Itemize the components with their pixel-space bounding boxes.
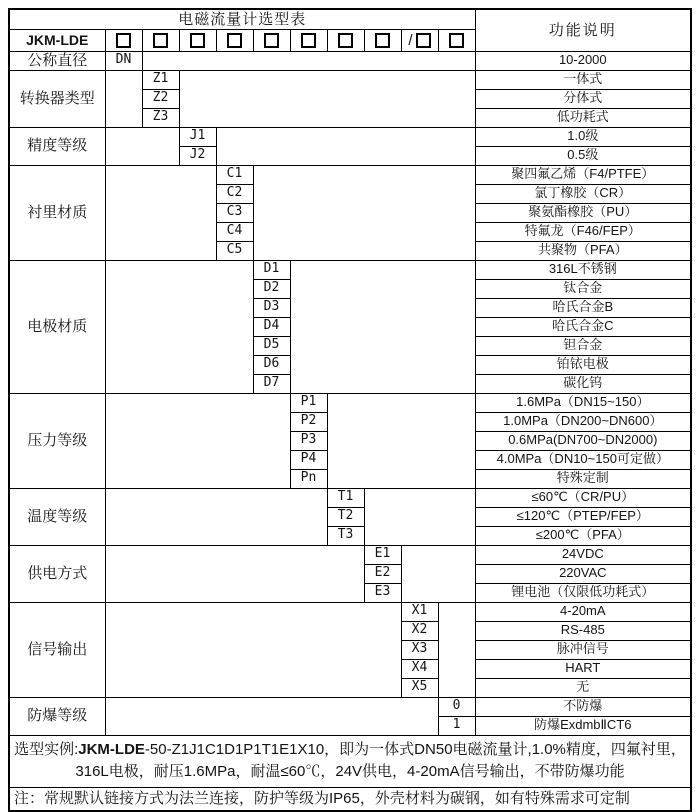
selection-example <box>9 735 691 787</box>
function-description-header: 功能说明 <box>475 9 691 51</box>
desc-cell: 1.0级 <box>475 127 691 146</box>
code-cell: D7 <box>253 374 290 393</box>
empty-cell <box>105 393 290 488</box>
code-cell: C5 <box>216 241 253 260</box>
row-label-power-supply: 供电方式 <box>9 545 105 602</box>
selection-table <box>8 8 692 812</box>
desc-cell: 4.0MPa（DN10~150可定做） <box>475 450 691 469</box>
desc-cell: RS-485 <box>475 621 691 640</box>
desc-cell: 分体式 <box>475 89 691 108</box>
empty-cell <box>290 260 475 393</box>
row-label-lining-material: 衬里材质 <box>9 165 105 260</box>
desc-cell: 碳化钨 <box>475 374 691 393</box>
code-cell: J1 <box>179 127 216 146</box>
empty-cell <box>327 393 475 488</box>
empty-cell <box>105 127 179 165</box>
code-cell: T3 <box>327 526 364 545</box>
empty-cell <box>105 260 253 393</box>
desc-cell: 1.0MPa（DN200~DN600） <box>475 412 691 431</box>
code-cell: P3 <box>290 431 327 450</box>
code-cell: X3 <box>401 640 438 659</box>
desc-cell: 氯丁橡胶（CR） <box>475 184 691 203</box>
desc-cell: ≤120℃（PTEP/FEP） <box>475 507 691 526</box>
code-cell: D4 <box>253 317 290 336</box>
desc-cell: 220VAC <box>475 564 691 583</box>
code-cell: D3 <box>253 298 290 317</box>
example-model-code: JKM-LDE <box>78 740 145 758</box>
code-cell: 0 <box>438 697 475 716</box>
code-cell: E3 <box>364 583 401 602</box>
code-cell: D5 <box>253 336 290 355</box>
code-cell: D1 <box>253 260 290 279</box>
checkbox-cell <box>142 29 179 51</box>
code-cell: T1 <box>327 488 364 507</box>
empty-cell <box>105 165 216 260</box>
code-cell: Pn <box>290 469 327 488</box>
desc-cell: 10-2000 <box>475 51 691 70</box>
code-cell: E2 <box>364 564 401 583</box>
code-cell: X2 <box>401 621 438 640</box>
desc-cell: 316L不锈钢 <box>475 260 691 279</box>
desc-cell: 0.6MPa(DN700~DN2000) <box>475 431 691 450</box>
desc-cell: 脉冲信号 <box>475 640 691 659</box>
footnote: 注：常规默认链接方式为法兰连接，防护等级为IP65，外壳材料为碳钢，如有特殊需求可定制 <box>9 787 691 811</box>
desc-cell: 不防爆 <box>475 697 691 716</box>
code-cell: J2 <box>179 146 216 165</box>
checkbox-cell <box>290 29 327 51</box>
selection-example-line2: 316L电极，耐压1.6MPa，耐温≤60℃，24V供电，4-20mA信号输出，不带防爆功能 <box>75 763 625 780</box>
desc-cell: 特殊定制 <box>475 469 691 488</box>
empty-cell <box>105 697 438 735</box>
checkbox-cell <box>327 29 364 51</box>
row-label-accuracy-class: 精度等级 <box>9 127 105 165</box>
desc-cell: 无 <box>475 678 691 697</box>
desc-cell: 钽合金 <box>475 336 691 355</box>
row-label-pressure-class: 压力等级 <box>9 393 105 488</box>
row-label-temperature-class: 温度等级 <box>9 488 105 545</box>
desc-cell: 防爆ExdmbⅡCT6 <box>475 716 691 735</box>
desc-cell: 聚氨酯橡胶（PU） <box>475 203 691 222</box>
desc-cell: 低功耗式 <box>475 108 691 127</box>
slash-separator: / <box>408 31 413 49</box>
empty-cell <box>105 70 142 127</box>
empty-cell <box>105 488 327 545</box>
desc-cell: ≤60℃（CR/PU） <box>475 488 691 507</box>
desc-cell: 聚四氟乙烯（F4/PTFE） <box>475 165 691 184</box>
checkbox-icon <box>227 33 242 48</box>
selection-example-line1: 选型实例:JKM-LDE-50-Z1J1C1D1P1T1E1X10，即为一体式DN50电磁流量计,1.0%精度，四氟衬里， <box>14 740 686 758</box>
desc-cell: 特氟龙（F46/FEP） <box>475 222 691 241</box>
empty-cell <box>142 51 475 70</box>
checkbox-icon <box>416 33 431 48</box>
selection-sheet <box>8 8 692 812</box>
code-cell: T2 <box>327 507 364 526</box>
desc-cell: 钛合金 <box>475 279 691 298</box>
code-cell: X4 <box>401 659 438 678</box>
code-cell: D2 <box>253 279 290 298</box>
checkbox-icon <box>153 33 168 48</box>
code-cell: Z3 <box>142 108 179 127</box>
checkbox-cell <box>253 29 290 51</box>
code-cell: DN <box>105 51 142 70</box>
checkbox-icon <box>449 33 464 48</box>
empty-cell <box>179 70 475 127</box>
code-cell: Z1 <box>142 70 179 89</box>
desc-cell: 4-20mA <box>475 602 691 621</box>
desc-cell: HART <box>475 659 691 678</box>
row-label-nominal-diameter: 公称直径 <box>9 51 105 70</box>
row-label-electrode-material: 电极材质 <box>9 260 105 393</box>
desc-cell: 一体式 <box>475 70 691 89</box>
table-title: 电磁流量计选型表 <box>9 9 475 29</box>
empty-cell <box>401 545 475 602</box>
desc-cell: 24VDC <box>475 545 691 564</box>
desc-cell: 0.5级 <box>475 146 691 165</box>
desc-cell: 1.6MPa（DN15~150） <box>475 393 691 412</box>
empty-cell <box>364 488 475 545</box>
code-cell: D6 <box>253 355 290 374</box>
code-cell: X1 <box>401 602 438 621</box>
code-cell: P1 <box>290 393 327 412</box>
checkbox-icon <box>264 33 279 48</box>
checkbox-cell <box>105 29 142 51</box>
code-cell: Z2 <box>142 89 179 108</box>
code-cell: P2 <box>290 412 327 431</box>
checkbox-icon <box>338 33 353 48</box>
checkbox-cell <box>364 29 401 51</box>
empty-cell <box>253 165 475 260</box>
desc-cell: 铂铱电极 <box>475 355 691 374</box>
desc-cell: 哈氏合金C <box>475 317 691 336</box>
code-cell: C1 <box>216 165 253 184</box>
code-cell: 1 <box>438 716 475 735</box>
code-cell: X5 <box>401 678 438 697</box>
checkbox-cell <box>216 29 253 51</box>
code-cell: C2 <box>216 184 253 203</box>
checkbox-cell <box>438 29 475 51</box>
desc-cell: 锂电池（仅限低功耗式） <box>475 583 691 602</box>
model-code-label: JKM-LDE <box>9 29 105 51</box>
checkbox-cell <box>179 29 216 51</box>
code-cell: P4 <box>290 450 327 469</box>
empty-cell <box>105 602 401 697</box>
desc-cell: 共聚物（PFA） <box>475 241 691 260</box>
checkbox-icon <box>375 33 390 48</box>
code-cell: E1 <box>364 545 401 564</box>
checkbox-icon <box>190 33 205 48</box>
empty-cell <box>438 602 475 697</box>
desc-cell: 哈氏合金B <box>475 298 691 317</box>
checkbox-icon <box>301 33 316 48</box>
row-label-signal-output: 信号输出 <box>9 602 105 697</box>
code-cell: C4 <box>216 222 253 241</box>
desc-cell: ≤200℃（PFA） <box>475 526 691 545</box>
empty-cell <box>105 545 364 602</box>
code-cell: C3 <box>216 203 253 222</box>
checkbox-icon <box>116 33 131 48</box>
row-label-explosion-proof-class: 防爆等级 <box>9 697 105 735</box>
empty-cell <box>216 127 475 165</box>
row-label-converter-type: 转换器类型 <box>9 70 105 127</box>
checkbox-cell-slash <box>401 29 438 51</box>
